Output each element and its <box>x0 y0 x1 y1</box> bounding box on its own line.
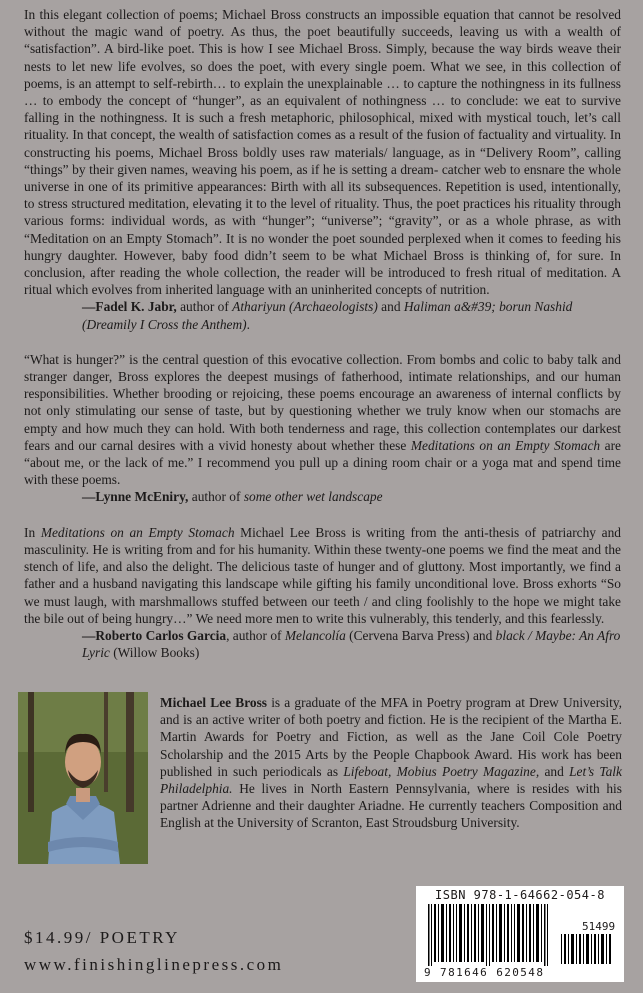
review-roberto-garcia: In Meditations on an Empty Stomach Michael Lee Bross is writing from the anti-thesis of patriarchy and masculinity. He is writing from and for his humanity. Within these twenty-one poems we find the meat and the stench of life, and also the delight. The delicious taste of hunger and of gluttony. Most importantly, we find a father and a husband navigating this landscape while gifting his family unconditional love. Bross exhorts “So we must laugh, with marshmallows stuffed between our teeth / and cling foolishly to the hope we might take the bile out of being hungry…” We need more men to write this vulnerably, this tenderly, and this fearlessly. <box>24 524 621 626</box>
price-category: $14.99/ POETRY <box>24 928 180 947</box>
review-attribution-jabr: —Fadel K. Jabr, author of Athariyun (Archaeologists) and Haliman a&#39; borun Nashid (Dreamily I Cross the Anthem). <box>82 299 573 332</box>
author-portrait-illustration <box>18 692 148 864</box>
barcode-digits: 9 781646 620548 <box>424 966 545 979</box>
author-photo <box>18 692 148 864</box>
isbn-label: ISBN 978-1-64662-054-8 <box>435 888 605 902</box>
publisher-website[interactable]: www.finishinglinepress.com <box>24 955 284 974</box>
review-fadel-jabr: In this elegant collection of poems; Michael Bross constructs an impossible equation that cannot be resolved without the magic wand of poetry. As thus, the poet beautifully succeeds, leaving us with a wealth of “satisfaction”. A bird-like poet. This is how I see Michael Bross. Simply, because the way birds weave their nests to let new life evolves, so does the poet, with every single poem. What we see, in this collection of poems, is an attempt to self-rebirth… to explain the unexplainable … to capture the nothingness in its fullness … to embody the concept of “hunger”, as an equivalent of nothingness … to conclude: we eat to survive falling in the nothingness. It is such a fresh metaphoric, philosophical, mixed with mystical touch, let’s call rituality. In that concept, the wealth of satisfaction comes as a result of the fusion of factuality and virtuality. In constructing his poems, Michael Bross boldly uses raw materials/ language, as in “Delivery Room”, calling “things” by their given names, weaving his poem, as if he is setting a dream- catcher web to ensnare the whole universe in one of its primitive appearances: Birth with all its subsequences. Repetition is used, intentionally, to stress structured meditation, elevating it to the level of rituality. Thus, the poet practices his rituality through various forms: individual words, as with “hunger”; “universe”; “gravity”, or as a whole phrase, as with “Meditation on an Empty Stomach”. It is no wonder the poet sounded perplexed when it comes to feeding his hungry daughter. However, baby food didn’t seem to be what Michael Bross is thinking of, for sure. In conclusion, after reading the whole collection, the reader will be introduced to fresh ritual of meditation. A ritual which evolves from inherited language with an uninherited concepts of nutrition. <box>24 7 621 298</box>
barcode-price-code: 51499 <box>582 920 616 933</box>
review-attribution-mceniry: —Lynne McEniry, author of some other wet landscape <box>82 489 383 505</box>
isbn-barcode <box>416 886 624 982</box>
review-lynne-mceniry: “What is hunger?” is the central question of this evocative collection. From bombs and colic to baby talk and stranger danger, Bross explores the deepest musings of fatherhood, intimate relationships, and our human responsibilities. Whether brooding or rejoicing, these poems encourage an awareness of internal conflicts by not only stimulating our sense of taste, but by questioning whether we truly know when our stomachs are empty and how much they can hold. With both tenderness and rage, this collection contemplates our darkest fears and our carnal desires with a vivid honesty about whether these Meditations on an Empty Stomach are “about me, or the lack of me.” I recommend you pull up a dining room chair or a yoga mat and spend time with these poems. <box>24 351 621 488</box>
review-attribution-garcia: —Roberto Carlos Garcia, author of Melancolía (Cervena Barva Press) and black / Maybe: An Afro Lyric (Willow Books) <box>82 627 621 661</box>
reviews-section <box>24 6 621 661</box>
author-bio: Michael Lee Bross is a graduate of the MFA in Poetry program at Drew University, and is an active writer of both poetry and fiction. He is the recipient of the Martha E. Martin Awards for Poetry and Fiction, as well as the Jane Coil Cole Poetry Scholarship and the 2015 Arts by the People Chapbook Award. His work has been published in such periodicals as Lifeboat, Mobius Poetry Magazine, and Let’s Talk Philadelphia. He lives in North Eastern Pennsylvania, where is resides with his partner Adrienne and their daughter Ariadne. He currently teachers Composition and English at the University of Scranton, East Stroudsburg University. <box>160 695 623 831</box>
